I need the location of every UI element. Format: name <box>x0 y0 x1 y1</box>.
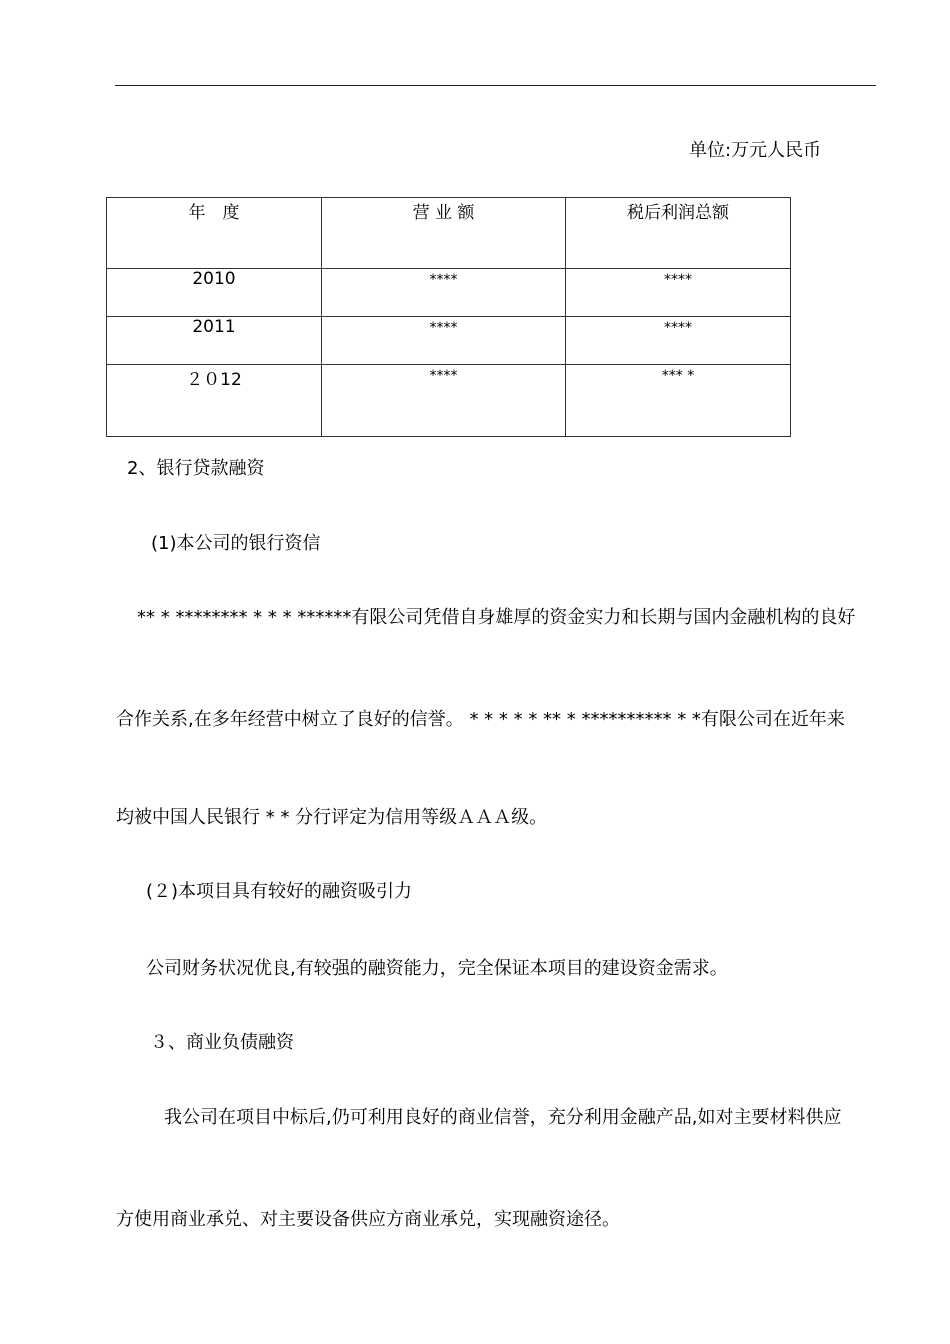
credit-subheading: (1)本公司的银行资信 <box>151 533 321 554</box>
cell-profit: *** * <box>566 365 791 437</box>
cell-year: ２０12 <box>107 365 322 437</box>
table-row <box>107 269 791 317</box>
cell-revenue: **** <box>322 269 566 317</box>
commercial-heading: ３、商业负债融资 <box>150 1032 294 1053</box>
table-row <box>107 365 791 437</box>
cell-revenue: **** <box>322 365 566 437</box>
attract-subheading: (２)本项目具有较好的融资吸引力 <box>146 881 413 902</box>
header-profit: 税后利润总额 <box>566 198 791 269</box>
attract-paragraph: 公司财务状况优良,有较强的融资能力，完全保证本项目的建设资金需求。 <box>146 958 728 979</box>
cell-profit: **** <box>566 269 791 317</box>
cell-profit: **** <box>566 317 791 365</box>
cell-year: 2010 <box>107 269 322 317</box>
unit-label: 单位:万元人民币 <box>689 140 822 161</box>
header-year: 年 度 <box>107 198 322 269</box>
table-row <box>107 317 791 365</box>
header-rule <box>115 85 876 86</box>
table-header-row <box>107 198 791 269</box>
financial-table <box>106 197 791 437</box>
cell-revenue: **** <box>322 317 566 365</box>
commercial-paragraph-line: 方使用商业承兑、对主要设备供应方商业承兑，实现融资途径。 <box>116 1209 620 1230</box>
header-revenue: 营 业 额 <box>322 198 566 269</box>
cell-year: 2011 <box>107 317 322 365</box>
credit-paragraph-line: ** * ******** * * * ******有限公司凭借自身雄厚的资金实力和长期与国内金融机构的良好 <box>137 607 856 628</box>
credit-paragraph-line: 均被中国人民银行 * * 分行评定为信用等级ＡＡＡ级。 <box>116 807 548 828</box>
credit-paragraph-line: 合作关系,在多年经营中树立了良好的信誉。 * * * * * ** * ********** * *有限公司在近年来 <box>116 709 845 730</box>
bank-loan-heading: 2、银行贷款融资 <box>127 458 265 479</box>
commercial-paragraph-line: 我公司在项目中标后,仍可利用良好的商业信誉，充分利用金融产品,如对主要材料供应 <box>164 1107 842 1128</box>
